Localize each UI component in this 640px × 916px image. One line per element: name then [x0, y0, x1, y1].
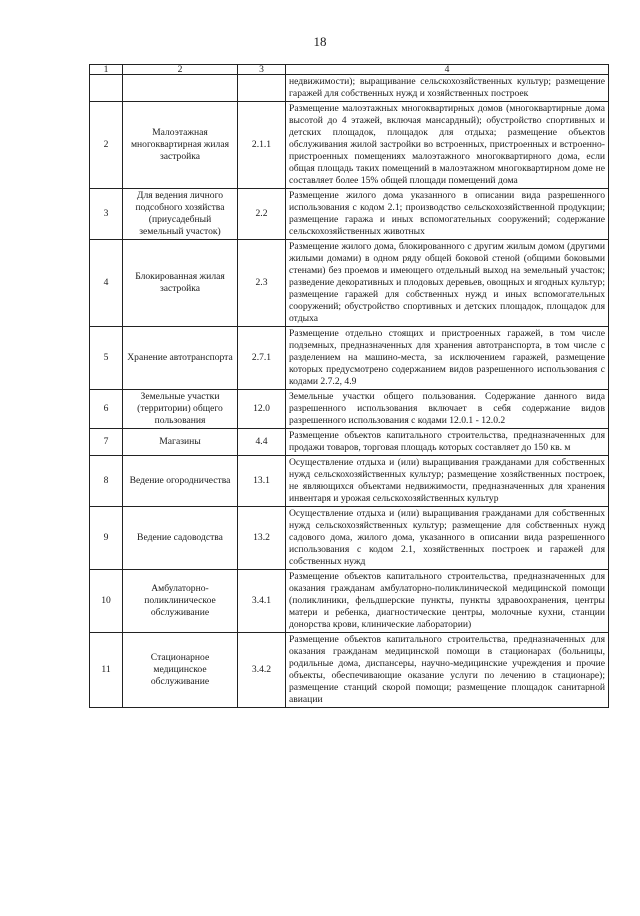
- table-row: [90, 240, 609, 327]
- use-type-description: Размещение жилого дома, блокированного с другим жилым домом (другими жилыми домами) в одном ряду общей боковой стеной (общими боковыми стенами) без проемов и имеющего отдельный выход на земельный участок; разведение декоративных и плодовых деревьев, овощных и ягодных культур; размещение гаражей для собственных нужд и иных вспомогательных сооружений; обустройство спортивных и детских площадок, площадок для отдыха: [286, 240, 609, 327]
- table-row: [90, 456, 609, 507]
- header-col-4: 4: [286, 65, 609, 75]
- use-type-code: 3.4.1: [238, 570, 286, 633]
- use-type-code: 13.2: [238, 507, 286, 570]
- row-number: 10: [90, 570, 123, 633]
- row-number: 2: [90, 102, 123, 189]
- table-row: [90, 633, 609, 708]
- use-type-code: [238, 75, 286, 102]
- table-row: [90, 75, 609, 102]
- row-number: 5: [90, 327, 123, 390]
- header-col-2: 2: [123, 65, 238, 75]
- land-use-table: [89, 64, 609, 708]
- use-type-code: 2.1.1: [238, 102, 286, 189]
- use-type-description: Осуществление отдыха и (или) выращивания гражданами для собственных нужд сельскохозяйственных культур; размещение для собственных нужд садового дома, жилого дома, указанного в описании вида разрешенного использования с кодом 2.1, хозяйственных построек и гаражей для собственных нужд: [286, 507, 609, 570]
- table-row: [90, 189, 609, 240]
- table-row: [90, 390, 609, 429]
- row-number: 6: [90, 390, 123, 429]
- use-type-name: Земельные участки (территории) общего пользования: [123, 390, 238, 429]
- use-type-code: 4.4: [238, 429, 286, 456]
- use-type-description: недвижимости); выращивание сельскохозяйственных культур; размещение гаражей для собственных нужд и хозяйственных построек: [286, 75, 609, 102]
- use-type-description: Размещение объектов капитального строительства, предназначенных для продажи товаров, торговая площадь которых составляет до 150 кв. м: [286, 429, 609, 456]
- use-type-description: Размещение малоэтажных многоквартирных домов (многоквартирные дома высотой до 4 этажей, включая мансардный); обустройство спортивных и детских площадок, площадок для отдыха; размещение объектов обслуживания жилой застройки во встроенных, пристроенных и встроенно-пристроенных помещениях малоэтажного многоквартирного дома, если общая площадь таких помещений в малоэтажном многоквартирном доме не составляет более 15% общей площади помещений дома: [286, 102, 609, 189]
- table-header-row: [90, 65, 609, 75]
- use-type-name: Для ведения личного подсобного хозяйства (приусадебный земельный участок): [123, 189, 238, 240]
- use-type-description: Размещение отдельно стоящих и пристроенных гаражей, в том числе подземных, предназначенных для хранения автотранспорта, в том числе с разделением на машино-места, за исключением гаражей, размещение которых предусмотрено содержанием видов разрешенного использования с кодами 2.7.2, 4.9: [286, 327, 609, 390]
- table-row: [90, 570, 609, 633]
- use-type-name: Ведение огородничества: [123, 456, 238, 507]
- use-type-description: Осуществление отдыха и (или) выращивания гражданами для собственных нужд сельскохозяйственных культур; размещение хозяйственных построек, не являющихся объектами недвижимости, предназначенных для хранения инвентаря и урожая сельскохозяйственных культур: [286, 456, 609, 507]
- header-col-1: 1: [90, 65, 123, 75]
- use-type-name: Ведение садоводства: [123, 507, 238, 570]
- table-row: [90, 102, 609, 189]
- table-row: [90, 507, 609, 570]
- use-type-name: Магазины: [123, 429, 238, 456]
- use-type-name: Блокированная жилая застройка: [123, 240, 238, 327]
- use-type-code: 12.0: [238, 390, 286, 429]
- row-number: 3: [90, 189, 123, 240]
- table-row: [90, 327, 609, 390]
- use-type-code: 2.7.1: [238, 327, 286, 390]
- use-type-code: 13.1: [238, 456, 286, 507]
- row-number: 11: [90, 633, 123, 708]
- use-type-description: Земельные участки общего пользования. Содержание данного вида разрешенного использования включает в себя содержание видов разрешенного использования с кодами 12.0.1 - 12.0.2: [286, 390, 609, 429]
- use-type-code: 3.4.2: [238, 633, 286, 708]
- use-type-code: 2.3: [238, 240, 286, 327]
- table-row: [90, 429, 609, 456]
- row-number: 9: [90, 507, 123, 570]
- row-number: 8: [90, 456, 123, 507]
- row-number: 4: [90, 240, 123, 327]
- use-type-name: Стационарное медицинское обслуживание: [123, 633, 238, 708]
- use-type-description: Размещение объектов капитального строительства, предназначенных для оказания гражданам амбулаторно-поликлинической медицинской помощи (поликлиники, фельдшерские пункты, пункты здравоохранения, центры матери и ребенка, диагностические центры, молочные кухни, станции донорства крови, клинические лаборатории): [286, 570, 609, 633]
- row-number: [90, 75, 123, 102]
- use-type-name: Малоэтажная многоквартирная жилая застройка: [123, 102, 238, 189]
- use-type-name: Хранение автотранспорта: [123, 327, 238, 390]
- use-type-code: 2.2: [238, 189, 286, 240]
- header-col-3: 3: [238, 65, 286, 75]
- use-type-name: [123, 75, 238, 102]
- use-type-description: Размещение объектов капитального строительства, предназначенных для оказания гражданам медицинской помощи в стационарах (больницы, родильные дома, диспансеры, научно-медицинские учреждения и прочие объекты, обеспечивающие оказание услуги по лечению в стационаре); размещение станций скорой помощи; размещение площадок санитарной авиации: [286, 633, 609, 708]
- use-type-description: Размещение жилого дома указанного в описании вида разрешенного использования с кодом 2.1; производство сельскохозяйственной продукции; размещение гаража и иных вспомогательных сооружений; содержание сельскохозяйственных животных: [286, 189, 609, 240]
- use-type-name: Амбулаторно-поликлиническое обслуживание: [123, 570, 238, 633]
- row-number: 7: [90, 429, 123, 456]
- page-number: 18: [313, 34, 327, 49]
